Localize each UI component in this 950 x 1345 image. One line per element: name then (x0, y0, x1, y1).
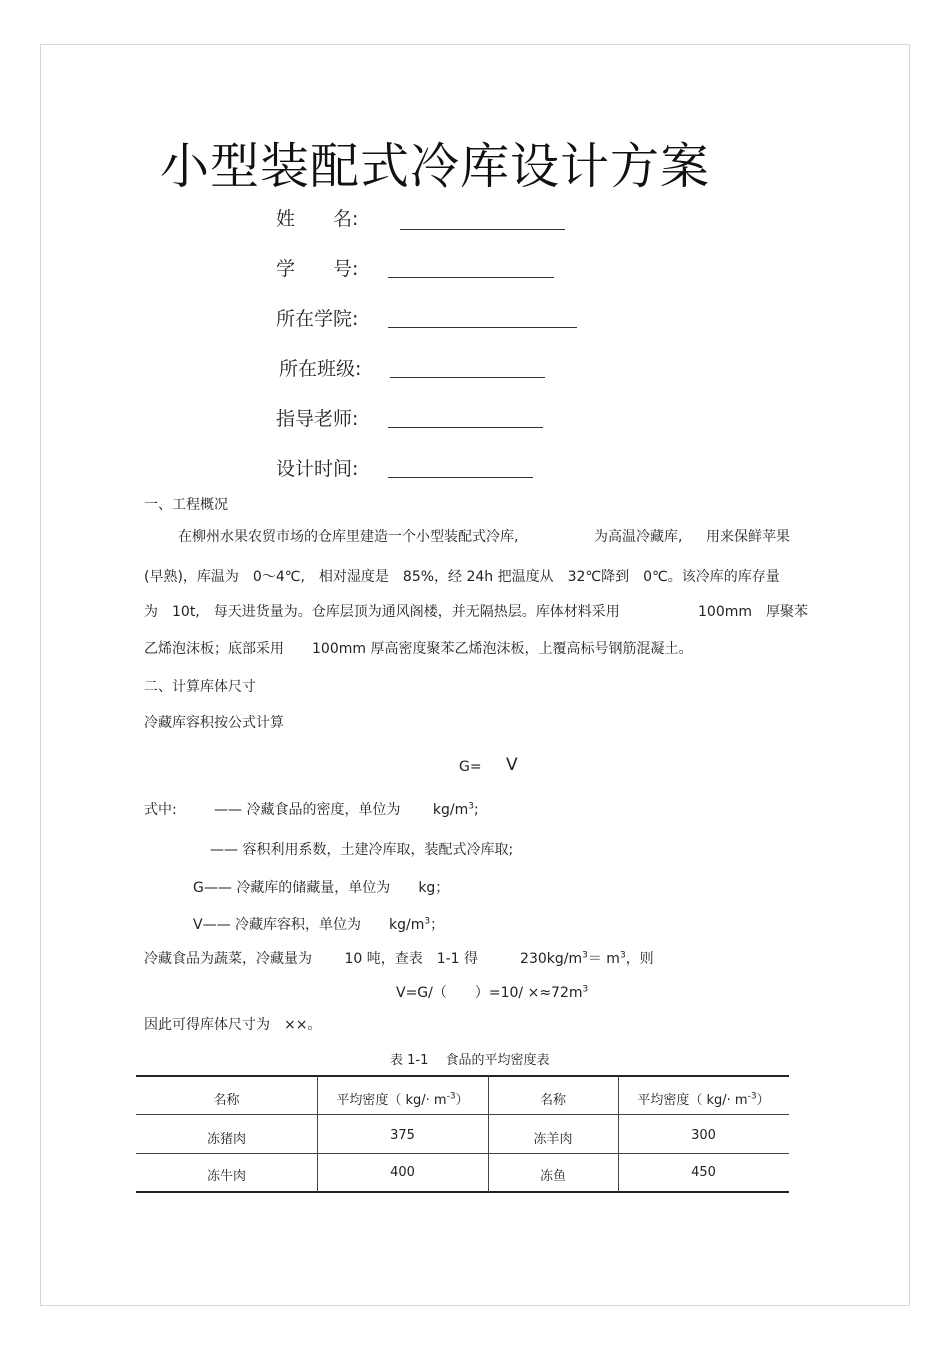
section1-line1b: 为高温冷藏库, (594, 529, 683, 545)
definition-volume: V—— 冷藏库容积，单位为 $kg/m^3$； (193, 916, 445, 933)
table-cell: 冻牛肉 (206, 1169, 246, 1184)
name-field[interactable] (400, 229, 565, 230)
student-id-label: 学 号: (276, 258, 359, 280)
section1-line4: 乙烯泡沫板；底部采用 100mm 厚高密度聚苯乙烯泡沫板，上覆高标号钢筋混凝土。 (144, 641, 693, 657)
section1-line3a: 为 10t, 每天进货量为。仓库层顶为通风阁楼，并无隔热层。库体材料采用 (144, 604, 620, 620)
section1-line2: (早熟)，库温为 0～4℃, 相对湿度是 85%，经 24h 把温度从 32℃降到 0℃。该冷库的库存量 (144, 569, 780, 585)
design-date-field[interactable] (388, 477, 533, 478)
table-bottom-border (136, 1191, 789, 1193)
table-header-density: 平均密度（ $kg/\cdot m^{-3}$） (336, 1091, 469, 1108)
section1-line1a: 在柳州水果农贸市场的仓库里建造一个小型装配式冷库, (178, 529, 519, 545)
where-label: 式中: (144, 802, 177, 818)
name-label: 姓 名: (276, 208, 359, 230)
table-row-divider (136, 1153, 789, 1154)
class-label: 所在班级: (279, 358, 362, 380)
definition-density: —— 冷藏食品的密度，单位为 $kg/m^3$; (214, 801, 479, 818)
definition-utilization: —— 容积利用系数，土建冷库取，装配式冷库取; (210, 842, 514, 858)
volume-formula: V=G/（ ）$=10/ \times\approx 72m^3$ (396, 984, 589, 1001)
design-date-label: 设计时间: (276, 458, 359, 480)
college-field[interactable] (388, 327, 577, 328)
formula-v: V (506, 755, 518, 775)
calculation-line: 冷藏食品为蔬菜，冷藏量为 10 吨，查表 1-1 得 $230kg/m^3= m^3$，则 (144, 950, 654, 967)
college-label: 所在学院: (276, 308, 359, 330)
class-field[interactable] (390, 377, 545, 378)
document-page (40, 44, 910, 1306)
table-cell: 冻猪肉 (206, 1132, 246, 1147)
table-cell: 375 (390, 1128, 415, 1143)
table-cell: 300 (691, 1128, 716, 1143)
section2-heading: 二、计算库体尺寸 (144, 679, 256, 695)
section1-line1c: 用来保鲜苹果 (706, 529, 790, 545)
table-header-name: 名称 (539, 1093, 566, 1108)
table-cell: 400 (390, 1165, 415, 1180)
table-cell: 450 (691, 1165, 716, 1180)
advisor-field[interactable] (388, 427, 543, 428)
formula-g: G= (459, 759, 482, 775)
advisor-label: 指导老师: (276, 408, 359, 430)
table-cell: 冻羊肉 (533, 1132, 573, 1147)
section1-line3b: 100mm 厚聚苯 (698, 604, 808, 620)
table-header-density: 平均密度（ $kg/\cdot m^{-3}$） (637, 1091, 770, 1108)
table-cell: 冻鱼 (539, 1169, 566, 1184)
section2-intro: 冷藏库容积按公式计算 (144, 715, 284, 731)
definition-storage: G—— 冷藏库的储藏量，单位为 kg； (193, 880, 450, 896)
result-line: 因此可得库体尺寸为 ××。 (144, 1017, 322, 1033)
table-caption: 表 1-1 食品的平均密度表 (390, 1053, 550, 1068)
table-header-divider (136, 1114, 789, 1115)
table-header-name: 名称 (213, 1093, 240, 1108)
document-title: 小型装配式冷库设计方案 (160, 138, 711, 195)
section1-heading: 一、工程概况 (144, 497, 228, 513)
student-id-field[interactable] (388, 277, 554, 278)
table-top-border (136, 1075, 789, 1077)
